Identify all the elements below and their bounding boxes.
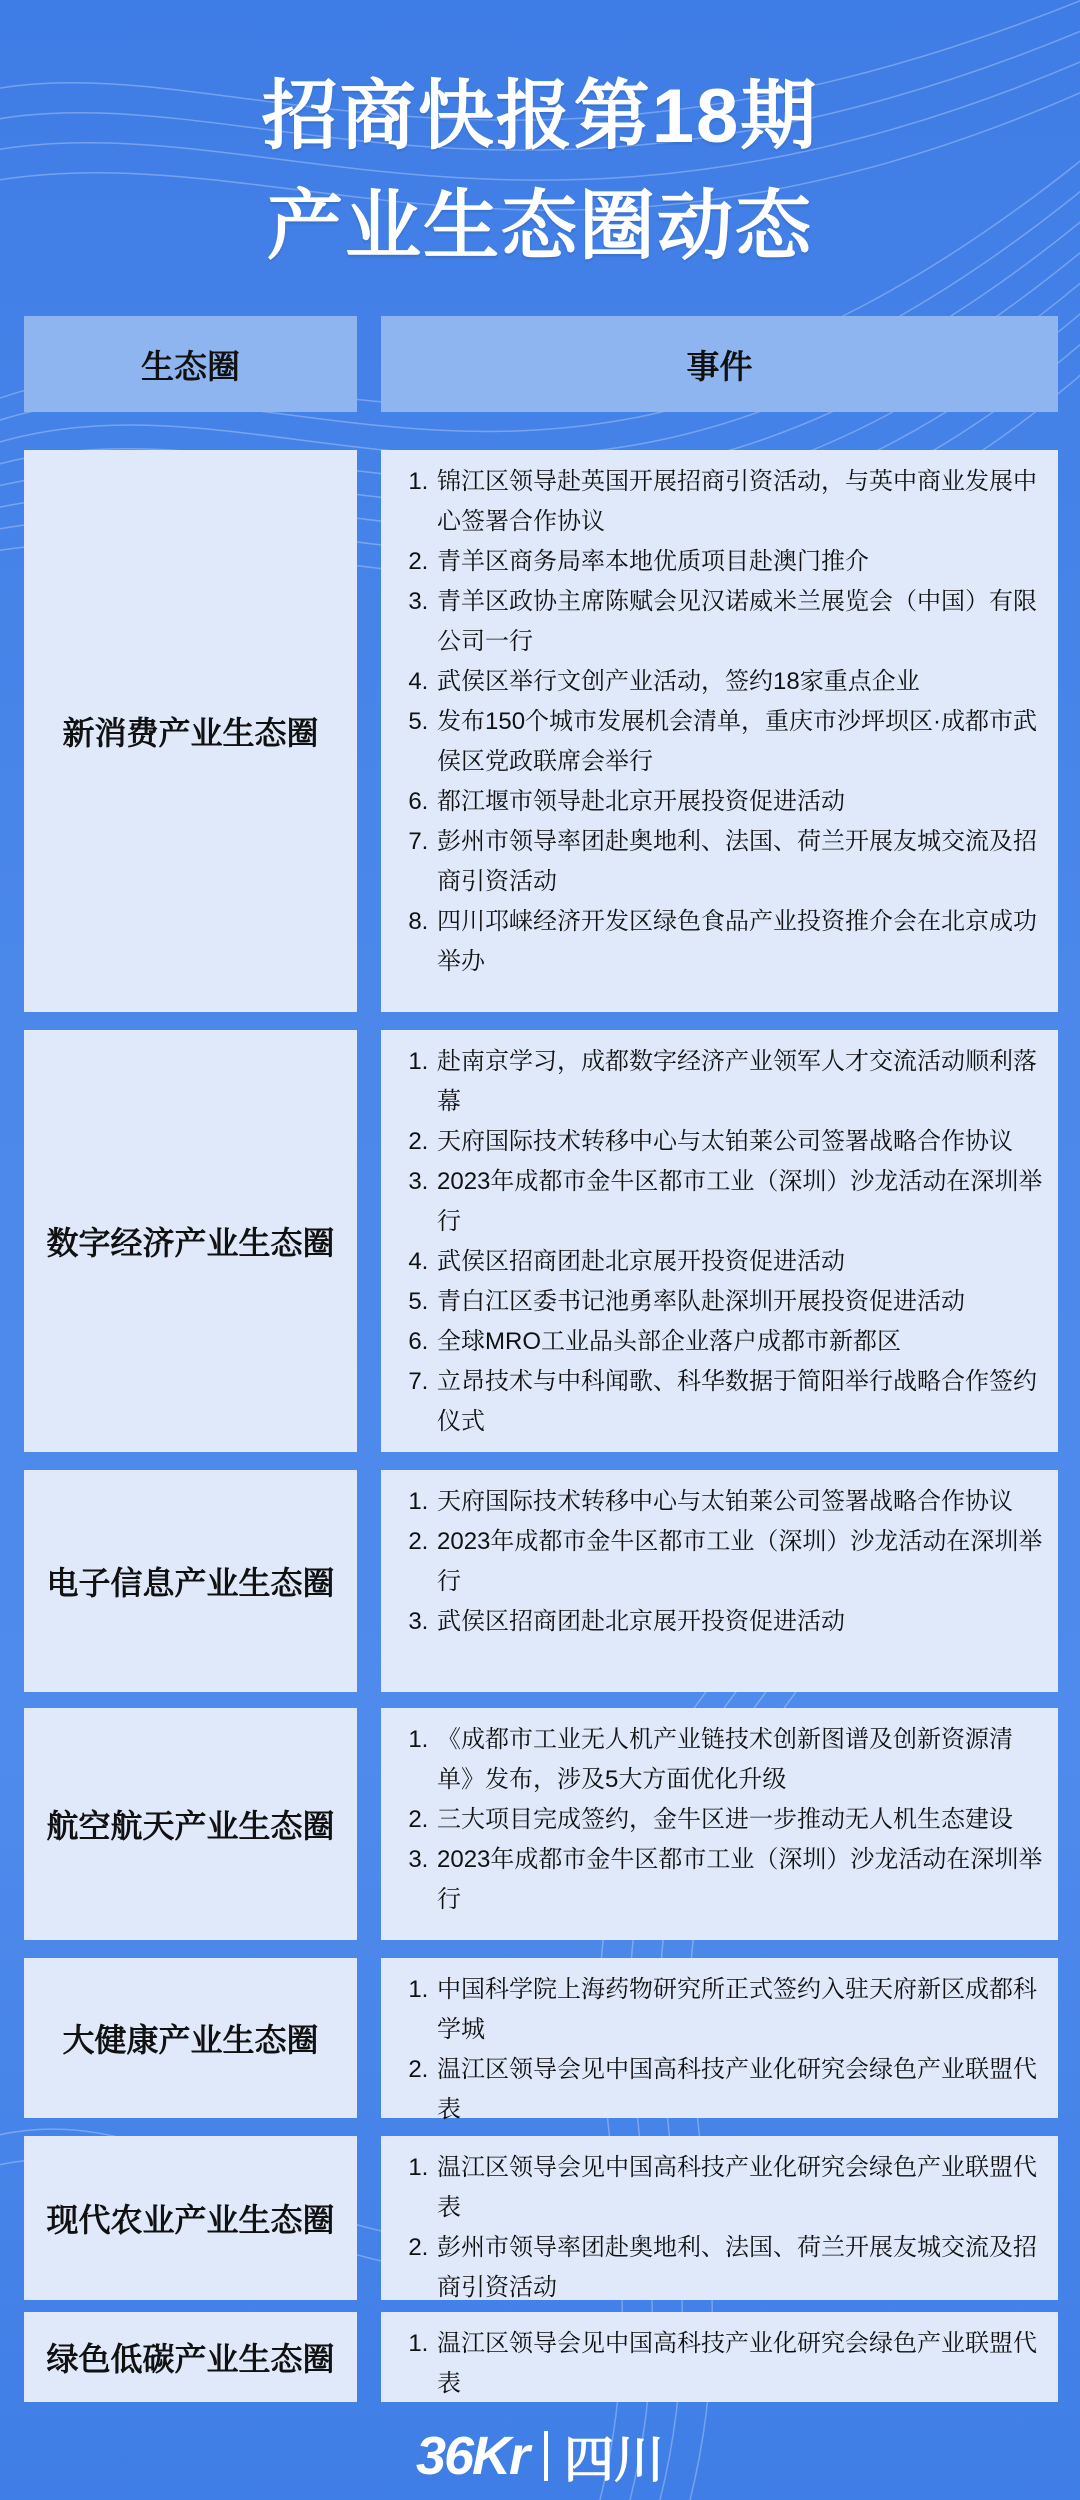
event-list (381, 1030, 1058, 1452)
event-item: 1. 天府国际技术转移中心与太铂莱公司签署战略合作协议 (435, 1482, 1046, 1522)
header-events: 事件 (381, 316, 1058, 412)
ecosystem-name: 大健康产业生态圈 (24, 1958, 357, 2118)
event-list (381, 2136, 1058, 2300)
event-item: 1. 锦江区领导赴英国开展招商引资活动，与英中商业发展中心签署合作协议 (435, 462, 1046, 542)
event-item: 3. 2023年成都市金牛区都市工业（深圳）沙龙活动在深圳举行 (435, 1162, 1046, 1242)
brand-region: 四川 (564, 2432, 665, 2488)
ecosystem-name: 现代农业产业生态圈 (24, 2136, 357, 2300)
ecosystem-name: 电子信息产业生态圈 (24, 1470, 357, 1692)
page-subtitle: 产业生态圈动态 (267, 184, 813, 269)
ecosystem-name: 新消费产业生态圈 (24, 450, 357, 1012)
event-item: 2. 天府国际技术转移中心与太铂莱公司签署战略合作协议 (435, 1122, 1046, 1162)
event-item: 2. 2023年成都市金牛区都市工业（深圳）沙龙活动在深圳举行 (435, 1522, 1046, 1602)
event-list (381, 2312, 1058, 2402)
event-list (381, 450, 1058, 1012)
ecosystem-name: 数字经济产业生态圈 (24, 1030, 357, 1452)
brand-logo (0, 2420, 1080, 2492)
event-item: 8. 四川邛崃经济开发区绿色食品产业投资推介会在北京成功举办 (435, 902, 1046, 982)
event-item: 3. 青羊区政协主席陈赋会见汉诺威米兰展览会（中国）有限公司一行 (435, 582, 1046, 662)
event-item: 6. 都江堰市领导赴北京开展投资促进活动 (435, 782, 1046, 822)
event-item: 6. 全球MRO工业品头部企业落户成都市新都区 (435, 1322, 1046, 1362)
logo-divider (544, 2431, 548, 2481)
event-item: 1. 温江区领导会见中国高科技产业化研究会绿色产业联盟代表 (435, 2324, 1046, 2404)
event-item: 5. 青白江区委书记池勇率队赴深圳开展投资促进活动 (435, 1282, 1046, 1322)
event-list (381, 1708, 1058, 1940)
event-item: 5. 发布150个城市发展机会清单，重庆市沙坪坝区·成都市武侯区党政联席会举行 (435, 702, 1046, 782)
event-item: 2. 三大项目完成签约，金牛区进一步推动无人机生态建设 (435, 1800, 1046, 1840)
event-item: 2. 温江区领导会见中国高科技产业化研究会绿色产业联盟代表 (435, 2050, 1046, 2130)
event-item: 4. 武侯区举行文创产业活动，签约18家重点企业 (435, 662, 1046, 702)
event-list (381, 1958, 1058, 2123)
event-item: 1. 中国科学院上海药物研究所正式签约入驻天府新区成都科学城 (435, 1970, 1046, 2050)
event-list (381, 1470, 1058, 1692)
event-item: 4. 武侯区招商团赴北京展开投资促进活动 (435, 1242, 1046, 1282)
event-item: 2. 青羊区商务局率本地优质项目赴澳门推介 (435, 542, 1046, 582)
ecosystem-name: 航空航天产业生态圈 (24, 1708, 357, 1940)
page-title: 招商快报第18期 (261, 74, 819, 159)
event-item: 1. 温江区领导会见中国高科技产业化研究会绿色产业联盟代表 (435, 2148, 1046, 2228)
event-item: 1. 赴南京学习，成都数字经济产业领军人才交流活动顺利落幕 (435, 1042, 1046, 1122)
event-item: 1. 《成都市工业无人机产业链技术创新图谱及创新资源清单》发布，涉及5大方面优化升级 (435, 1720, 1046, 1800)
header-ecosystem: 生态圈 (24, 316, 357, 412)
ecosystem-name: 绿色低碳产业生态圈 (24, 2312, 357, 2402)
brand-36kr: 36Kr (415, 2426, 529, 2486)
event-item: 7. 彭州市领导率团赴奥地利、法国、荷兰开展友城交流及招商引资活动 (435, 822, 1046, 902)
event-item: 3. 武侯区招商团赴北京展开投资促进活动 (435, 1602, 1046, 1642)
event-item: 7. 立昂技术与中科闻歌、科华数据于简阳举行战略合作签约仪式 (435, 1362, 1046, 1442)
event-item: 2. 彭州市领导率团赴奥地利、法国、荷兰开展友城交流及招商引资活动 (435, 2228, 1046, 2308)
event-item: 3. 2023年成都市金牛区都市工业（深圳）沙龙活动在深圳举行 (435, 1840, 1046, 1920)
